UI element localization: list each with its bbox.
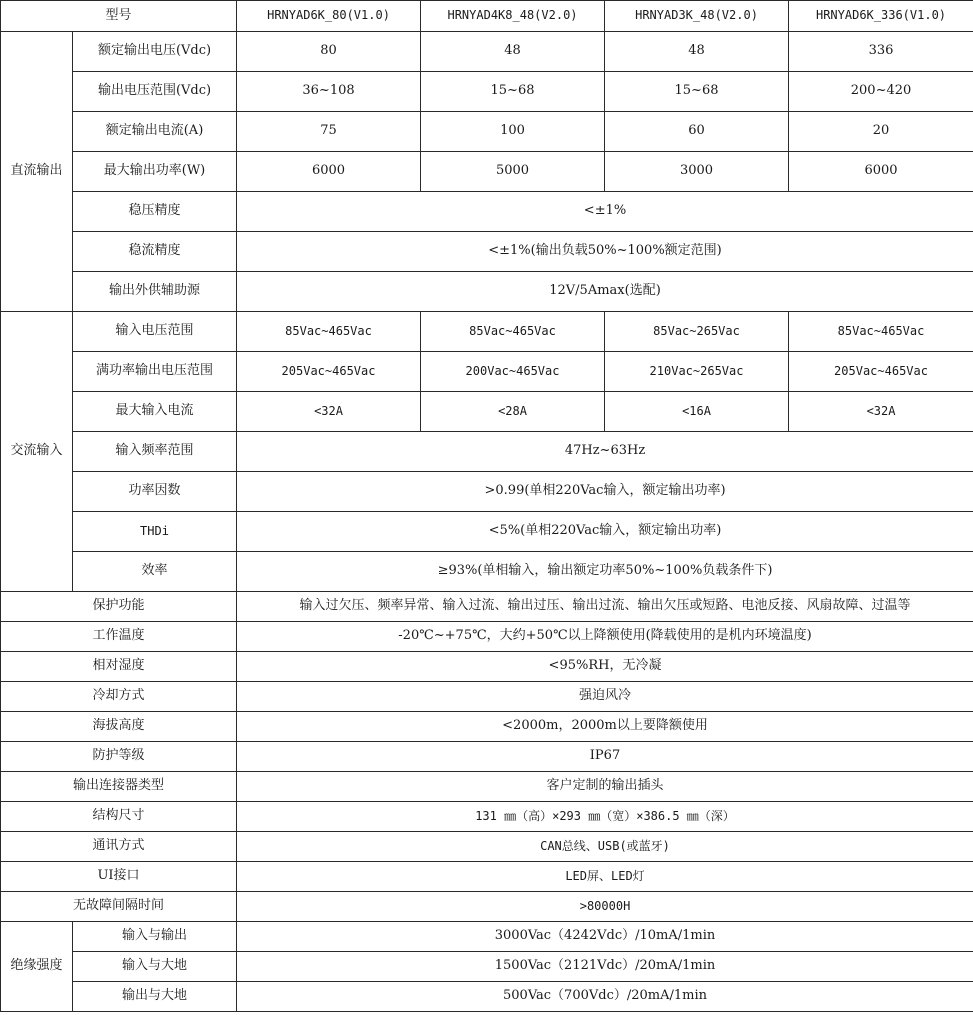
row-label: 效率 [73,552,237,592]
cell-value: 6000 [789,152,973,192]
cell-value: 80 [237,32,421,72]
cell-value: <28A [421,392,605,432]
table-row [1,112,973,152]
cell-value: 85Vac~465Vac [421,312,605,352]
cell-value: -20℃~+75℃，大约+50℃以上降额使用(降载使用的是机内环境温度) [237,622,973,652]
cell-value: 3000Vac（4242Vdc）/10mA/1min [237,922,973,952]
table-row [1,922,973,952]
row-label: 输出与大地 [73,982,237,1012]
cell-value: <5%(单相220Vac输入，额定输出功率) [237,512,973,552]
cell-value: <95%RH，无冷凝 [237,652,973,682]
cell-value: 85Vac~465Vac [237,312,421,352]
cell-value: 48 [605,32,789,72]
table-row [1,982,973,1012]
cell-value: <±1%(输出负载50%~100%额定范围) [237,232,973,272]
cell-value: 200~420 [789,72,973,112]
cell-value: 3000 [605,152,789,192]
row-label: 无故障间隔时间 [1,892,237,922]
cell-value: 1500Vac（2121Vdc）/20mA/1min [237,952,973,982]
cell-value: 15~68 [421,72,605,112]
table-row [1,272,973,312]
row-label: 相对湿度 [1,652,237,682]
row-label: 最大输出功率(W) [73,152,237,192]
table-row [1,552,973,592]
table-row [1,952,973,982]
cell-value: LED屏、LED灯 [237,862,973,892]
cell-value: 强迫风冷 [237,682,973,712]
cell-value: >80000H [237,892,973,922]
row-label: 额定输出电压(Vdc) [73,32,237,72]
row-label: 功率因数 [73,472,237,512]
cell-value: IP67 [237,742,973,772]
cell-value: 客户定制的输出插头 [237,772,973,802]
row-label: 输出连接器类型 [1,772,237,802]
table-row [1,152,973,192]
row-label: 冷却方式 [1,682,237,712]
row-label: 额定输出电流(A) [73,112,237,152]
model-label: 型号 [1,1,237,32]
cell-value: 500Vac（700Vdc）/20mA/1min [237,982,973,1012]
row-label: 稳流精度 [73,232,237,272]
cell-value: <32A [789,392,973,432]
cell-value: 100 [421,112,605,152]
cell-value: 336 [789,32,973,72]
row-label: 输入频率范围 [73,432,237,472]
cell-value: 12V/5Amax(选配) [237,272,973,312]
row-label: 输出外供辅助源 [73,272,237,312]
cell-value: 205Vac~465Vac [789,352,973,392]
group-ac-input: 交流输入 [1,312,73,592]
table-row [1,192,973,232]
row-label: 输入与大地 [73,952,237,982]
cell-value: 36~108 [237,72,421,112]
table-row [1,32,973,72]
table-row [1,392,973,432]
table-row [1,802,973,832]
table-row [1,652,973,682]
table-row [1,592,973,622]
model-name: HRNYAD6K_336(V1.0) [789,1,973,32]
row-label: 防护等级 [1,742,237,772]
row-label: 工作温度 [1,622,237,652]
table-row [1,312,973,352]
table-row [1,232,973,272]
cell-value: 20 [789,112,973,152]
table-row [1,622,973,652]
cell-value: 131 ㎜（高）×293 ㎜（宽）×386.5 ㎜（深） [237,802,973,832]
cell-value: 210Vac~265Vac [605,352,789,392]
cell-value: <32A [237,392,421,432]
group-insulation: 绝缘强度 [1,922,73,1012]
table-row [1,862,973,892]
row-label: THDi [73,512,237,552]
cell-value: 47Hz~63Hz [237,432,973,472]
table-row [1,472,973,512]
row-label: 输出电压范围(Vdc) [73,72,237,112]
table-row [1,432,973,472]
cell-value: 200Vac~465Vac [421,352,605,392]
cell-value: 60 [605,112,789,152]
cell-value: 输入过欠压、频率异常、输入过流、输出过压、输出过流、输出欠压或短路、电池反接、风扇故障、过温等 [237,592,973,622]
cell-value: 85Vac~265Vac [605,312,789,352]
row-label: UI接口 [1,862,237,892]
table-row [1,682,973,712]
header-row [1,1,973,32]
row-label: 满功率输出电压范围 [73,352,237,392]
cell-value: 85Vac~465Vac [789,312,973,352]
row-label: 输入电压范围 [73,312,237,352]
cell-value: ≥93%(单相输入，输出额定功率50%~100%负载条件下) [237,552,973,592]
table-row [1,352,973,392]
row-label: 输入与输出 [73,922,237,952]
model-name: HRNYAD4K8_48(V2.0) [421,1,605,32]
cell-value: >0.99(单相220Vac输入，额定输出功率) [237,472,973,512]
cell-value: 205Vac~465Vac [237,352,421,392]
cell-value: 6000 [237,152,421,192]
row-label: 通讯方式 [1,832,237,862]
model-name: HRNYAD6K_80(V1.0) [237,1,421,32]
cell-value: <2000m，2000m以上要降额使用 [237,712,973,742]
cell-value: CAN总线、USB(或蓝牙) [237,832,973,862]
cell-value: 48 [421,32,605,72]
row-label: 结构尺寸 [1,802,237,832]
table-row [1,772,973,802]
row-label: 海拔高度 [1,712,237,742]
table-row [1,712,973,742]
model-name: HRNYAD3K_48(V2.0) [605,1,789,32]
row-label: 保护功能 [1,592,237,622]
table-row [1,742,973,772]
cell-value: 75 [237,112,421,152]
group-dc-output: 直流输出 [1,32,73,312]
table-row [1,832,973,862]
cell-value: 15~68 [605,72,789,112]
cell-value: <16A [605,392,789,432]
cell-value: 5000 [421,152,605,192]
table-row [1,892,973,922]
row-label: 最大输入电流 [73,392,237,432]
table-row [1,72,973,112]
row-label: 稳压精度 [73,192,237,232]
cell-value: <±1% [237,192,973,232]
table-row [1,512,973,552]
